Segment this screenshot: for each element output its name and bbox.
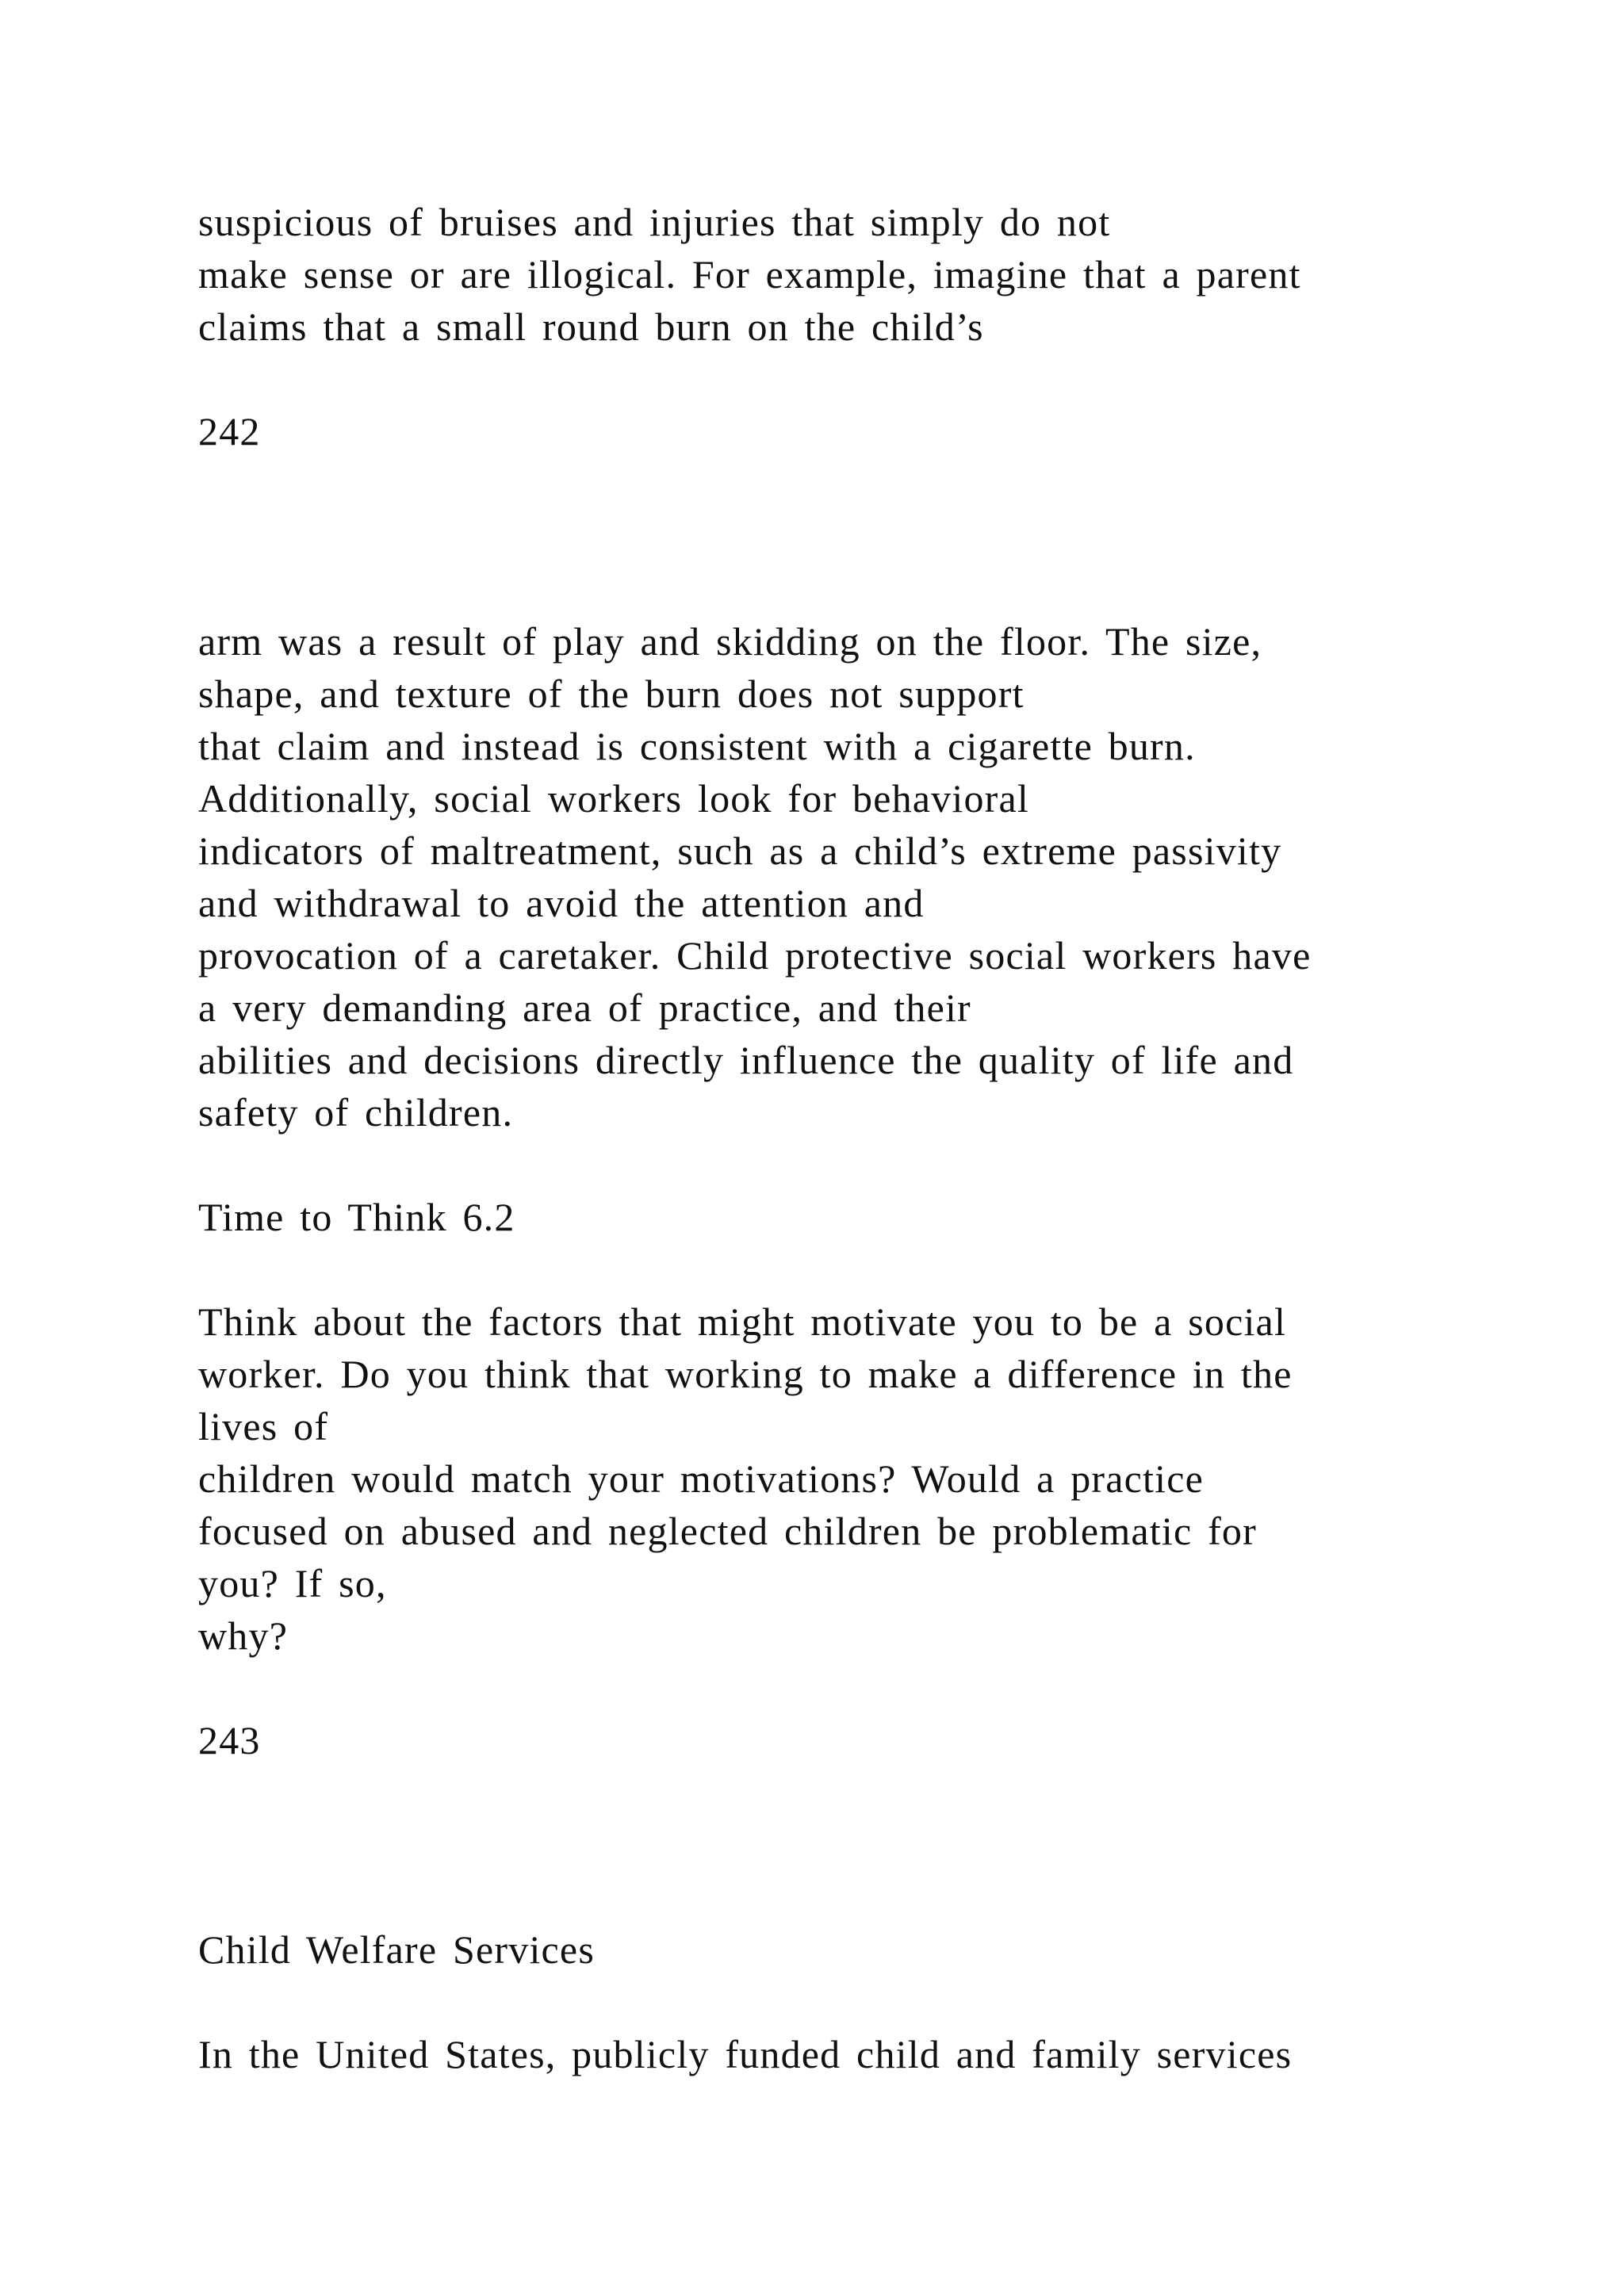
text-line: indicators of maltreatment, such as a child’s extreme passivity [198,828,1282,873]
text-line: and withdrawal to avoid the attention and [198,881,925,925]
text-line: worker. Do you think that working to make a difference in the [198,1352,1293,1396]
page-number: 243 [198,1718,261,1762]
text-line: you? If so, [198,1561,387,1605]
text-line: lives of [198,1404,329,1448]
text-line: focused on abused and neglected children be problematic for [198,1509,1257,1553]
text-line: claims that a small round burn on the child’s [198,304,984,349]
text-line: why? [198,1613,289,1658]
page-number: 242 [198,409,261,453]
text-line: arm was a result of play and skidding on the floor. The size, [198,619,1262,664]
text-line: a very demanding area of practice, and their [198,985,971,1030]
text-line: safety of children. [198,1090,514,1135]
text-line: Additionally, social workers look for behavioral [198,776,1030,821]
text-line: In the United States, publicly funded child and family services [198,2032,1293,2076]
text-line: make sense or are illogical. For example, imagine that a parent [198,252,1301,297]
text-line: shape, and texture of the burn does not support [198,672,1025,716]
text-line: abilities and decisions directly influence the quality of life and [198,1038,1294,1082]
text-line: children would match your motivations? Would a practice [198,1456,1205,1501]
text-line: Think about the factors that might motivate you to be a social [198,1299,1287,1344]
section-heading: Child Welfare Services [198,1927,595,1972]
text-line: suspicious of bruises and injuries that simply do not [198,200,1111,244]
text-line: that claim and instead is consistent with a cigarette burn. [198,724,1196,768]
text-line: provocation of a caretaker. Child protective social workers have [198,933,1312,978]
section-heading: Time to Think 6.2 [198,1195,515,1239]
